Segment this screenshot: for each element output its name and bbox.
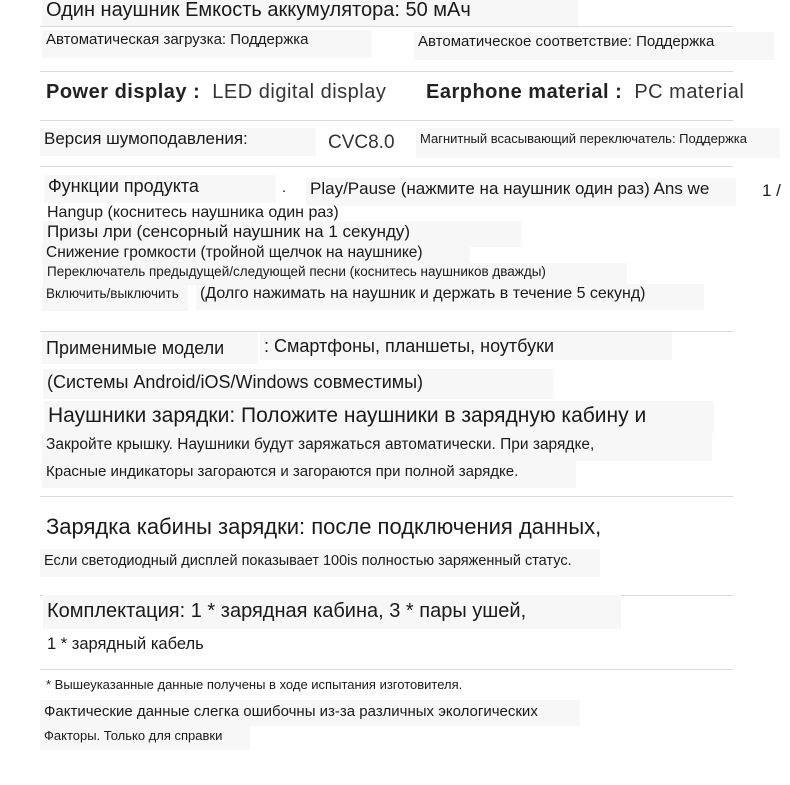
charging-line1: Наушники зарядки: Положите наушники в зарядную кабину и: [44, 401, 714, 433]
earphone-material-sep: :: [615, 81, 623, 103]
models-systems: (Системы Android/iOS/Windows совместимы): [43, 369, 553, 399]
models-label: Применимые модели: [42, 332, 258, 364]
cabin-line2: Если светодиодный дисплей показывает 100is полностью заряженный статус.: [40, 549, 600, 577]
divider: [40, 669, 733, 670]
power-display-line: [42, 80, 390, 107]
package-line1: Комплектация: 1 * зарядная кабина, 3 * пары ушей,: [43, 595, 621, 629]
noise-cancel-label: Версия шумоподавления:: [40, 128, 316, 156]
charging-line3: Красные индикаторы загораются и загораются при полной зарядке.: [42, 460, 576, 488]
earphone-material-label: Earphone material: [426, 81, 610, 103]
disclaimer-line1: * Вышеуказанные данные получены в ходе испытания изготовителя.: [46, 677, 463, 692]
magnetic-switch-line: Магнитный всасывающий переключатель: Поддержка: [416, 128, 780, 158]
divider: [40, 26, 733, 27]
auto-match-line: Автоматическое соответствие: Поддержка: [414, 32, 774, 60]
earphone-material-value: PC material: [634, 81, 745, 103]
function-volume-down: Снижение громкости (тройной щелчок на наушнике): [42, 243, 470, 265]
divider: [40, 496, 733, 497]
function-track-switch: Переключатель предыдущей/следующей песни (коснитесь наушников дважды): [43, 263, 627, 285]
power-display-label: Power display: [46, 81, 187, 103]
function-play-pause: Play/Pause (нажмите на наушник один раз) Ans we: [306, 178, 736, 206]
function-answer: Призы лри (сенсорный наушник на 1 секунду): [43, 221, 521, 247]
divider: [40, 120, 733, 121]
earphone-material-line: [422, 80, 748, 107]
charging-line2: Закройте крышку. Наушники будут заряжаться автоматически. При зарядке,: [42, 433, 712, 461]
package-line2: 1 * зарядный кабель: [47, 635, 204, 653]
models-value: : Смартфоны, планшеты, ноутбуки: [260, 332, 672, 360]
functions-label: Функции продукта: [44, 175, 276, 203]
auto-load-line: Автоматическая загрузка: Поддержка: [42, 30, 372, 58]
function-power-value: (Долго нажимать на наушник и держать в течение 5 секунд): [196, 284, 704, 310]
battery-capacity-line: Один наушник Емкость аккумулятора: 50 мАч: [42, 0, 578, 26]
function-hangup: Hangup (коснитесь наушника один раз): [47, 204, 339, 221]
functions-dot: .: [282, 179, 287, 196]
function-play-pause-tail: 1 /: [762, 181, 781, 200]
noise-cancel-value: CVC8.0: [328, 132, 395, 153]
function-power-label: Включить/выключить: [42, 285, 188, 311]
disclaimer-line3: Факторы. Только для справки: [40, 726, 250, 750]
disclaimer-line2: Фактические данные слегка ошибочны из-за различных экологических: [40, 700, 580, 726]
divider: [40, 166, 733, 167]
power-display-value: LED digital display: [212, 81, 387, 103]
cabin-line1: Зарядка кабины зарядки: после подключения данных,: [46, 514, 602, 539]
divider: [40, 71, 733, 72]
power-display-sep: :: [193, 81, 201, 103]
